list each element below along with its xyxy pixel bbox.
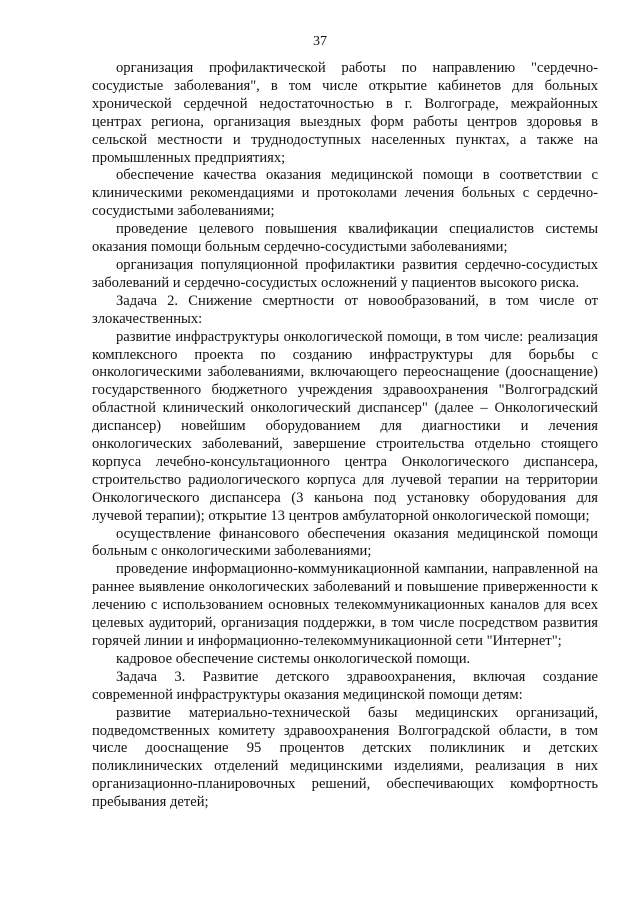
paragraph: проведение информационно-коммуникационной кампании, направленной на раннее выявление онкологических заболеваний и повышение приверженности к лечению с использованием основных телекоммуникационных каналов для всех целевых аудиторий, организация поддержки, в том числе посредством развития горячей линии и информационно-телекоммуникационной сети "Интернет"; [92,561,598,649]
paragraph: организация профилактической работы по направлению "сердечно-сосудистые заболевания", в том числе открытие кабинетов для больных хронической сердечной недостаточностью в г. Волгограде, межрайонных центрах региона, организация выездных форм работы центров здоровья в сельской местности и труднодоступных населенных пунктах, а также на промышленных предприятиях; [92,60,598,166]
paragraph: проведение целевого повышения квалификации специалистов системы оказания помощи больным сердечно-сосудистыми заболеваниями; [92,221,598,256]
task-heading: Задача 2. Снижение смертности от новообразований, в том числе от злокачественных: [92,292,598,327]
paragraph: развитие инфраструктуры онкологической помощи, в том числе: реализация комплексного проекта по созданию инфраструктуры для борьбы с онкологическими заболеваниями, включающего переоснащение (дооснащение) государственного бюджетного учреждения здравоохранения "Волгоградский областной клинический онкологический диспансер" (далее – Онкологический диспансер) новейшим оборудованием для диагностики и лечения онкологических заболеваний, завершение строительства отдельно стоящего корпуса лечебно-консультационного центра Онкологического диспансера, строительство радиологического корпуса для лучевой терапии на территории Онкологического диспансера (3 каньона под установку оборудования для лучевой терапии); открытие 13 центров амбулаторной онкологической помощи; [92,328,598,524]
document-body [92,60,598,812]
paragraph: осуществление финансового обеспечения оказания медицинской помощи больным с онкологическими заболеваниями; [92,525,598,560]
page-number: 37 [313,34,327,49]
paragraph: развитие материально-технической базы медицинских организаций, подведомственных комитету здравоохранения Волгоградской области, в том числе дооснащение 95 процентов детских поликлиник и детских поликлинических отделений медицинскими изделиями, реализация в них организационно-планировочных решений, обеспечивающих комфортность пребывания детей; [92,704,598,811]
paragraph: кадровое обеспечение системы онкологической помощи. [116,650,471,667]
paragraph: организация популяционной профилактики развития сердечно-сосудистых заболеваний и сердечно-сосудистых осложнений у пациентов высокого риска. [92,256,598,291]
task-heading: Задача 3. Развитие детского здравоохранения, включая создание современной инфраструктуры оказания медицинской помощи детям: [92,668,598,703]
paragraph: обеспечение качества оказания медицинской помощи в соответствии с клиническими рекомендациями и протоколами лечения больных с сердечно-сосудистыми заболеваниями; [92,167,598,220]
